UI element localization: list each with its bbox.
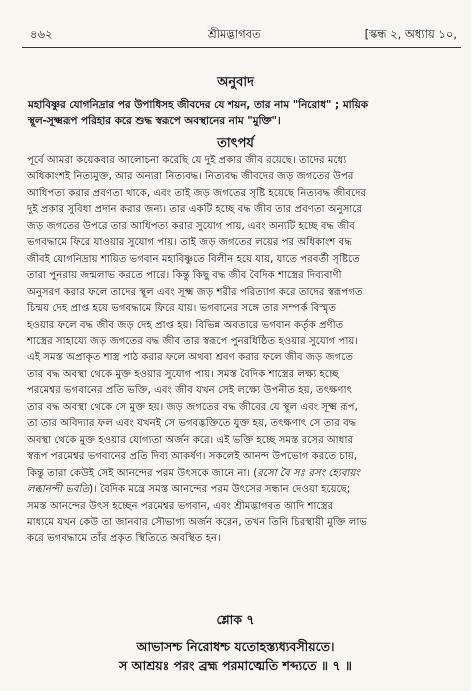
verse-text: আভাসশ্চ নিরোধশ্চ যতোহস্ত্যধ্যবসীয়তে। স আশ্রয়ঃ পরং ব্রহ্ম পরমাত্মেতি শব্দ্যতে ॥ ৭ ॥ (119, 639, 352, 673)
translation-text: মহাবিষ্ণুর যোগনিদ্রার পর উপাধিসহ জীবদের যে শয়ন, তার নাম "নিরোধ" ; মায়িক স্থূল-সূক্ষ্মরূপ পরিহার করে শুদ্ধ স্বরূপে অবস্থানের নাম "মুক্তি"। (28, 99, 368, 127)
purport-text (27, 153, 459, 548)
purport-sanskrit-quote: রসো বৈ সঃ রসং হ্যেবায়ং লব্ধানন্দী ভবতি (27, 467, 360, 496)
purport-main: পূর্বে আমরা কয়েকবার আলোচনা করেছি যে দুই প্রকার জীব রয়েছে। তাদের মধ্যে অধিকাংশই নিত্যমুক্ত, আর অন্যরা নিত্যবদ্ধ। নিত্যবদ্ধ জীবদের জড় জগতের উপর আধিপত্য করার প্রবণতা থাকে, এবং তাই জড় জগতের সৃষ্টি হয়েছে নিত্যবদ্ধ জীবদের দুই প্রকার সুবিধা প্রদান করার জন্য। তার একটি হচ্ছে বদ্ধ জীব তার প্রবণতা অনুসারে জড় জগতের উপরে তার আধিপত্য করার সুযোগ পায়, এবং অন্যটি হচ্ছে বদ্ধ জীব ভগবদ্ধামে ফিরে যাওয়ার সুযোগ পায়। তাই জড় জগতের লয়ের পর অধিকাংশ বদ্ধ জীবই যোগনিদ্রায় শায়িত ভগবান মহাবিষ্ণুতে বিলীন হয়ে যায়, যাতে পরবর্তী সৃষ্টিতে তারা পুনরায় জন্মলাভ করতে পারে। কিন্তু কিছু বদ্ধ জীব বৈদিক শাস্ত্রের দিব্যবাণী অনুসরণ করার ফলে তাদের স্থূল এবং সূক্ষ্ম জড় শরীর পরিত্যাগ করে তাদের স্বরূপগত চিন্ময় দেহ প্রাপ্ত হয়ে ভগবদ্ধামে ফিরে যায়। ভগবানের সঙ্গে তার সম্পর্ক বিস্মৃত হওয়ার ফলে বদ্ধ জীব জড় দেহ প্রাপ্ত হয়। বিভিন্ন অবতারে ভগবান কর্তৃক প্রণীত শাস্ত্রের সাহায্যে জড় জগতের বদ্ধ জীব তার স্বরূপে পুনরধিষ্ঠিত হওয়ার সুযোগ পায়। এই সমস্ত অপ্রাকৃত শাস্ত্র পাঠ করার ফলে অথবা শ্রবণ করার ফলে জীব জড় জগতে তার বদ্ধ অবস্থা থেকে মুক্ত হওয়ার সুযোগ পায়। সমস্ত বৈদিক শাস্ত্রের লক্ষ্য হচ্ছে পরমেশ্বর ভগবানের প্রতি ভক্তি, এবং জীব যখন সেই লক্ষ্যে উপনীত হয়, তৎক্ষণাৎ তার বদ্ধ অবস্থা থেকে সে মুক্ত হয়। জড় জগতের বদ্ধ জীবের যে স্থূল এবং সূক্ষ্ম রূপ, তা তার অবিদ্যার ফল এবং যখনই সে ভগবদ্ভক্তিতে যুক্ত হয়, তৎক্ষণাৎ সে তার বদ্ধ অবস্থা থেকে মুক্ত হওয়ার যোগ্যতা অর্জন করে। এই ভক্তি হচ্ছে সমস্ত রসের আধার স্বরূপ পরমেশ্বর ভগবানের প্রতি দিব্য আকর্ষণ। সকলেই আনন্দ উপভোগ করতে চায়, কিন্তু তারা কেউই সেই আনন্দের পরম উৎসকে জানে না। ( (27, 155, 367, 479)
translation-heading: অনুবাদ (217, 75, 254, 90)
book-title: শ্রীমদ্ভাগবত (208, 27, 261, 41)
page-header (18, 26, 457, 44)
purport-heading: তাৎপর্য (217, 136, 254, 151)
verse-heading: শ্লোক ৭ (216, 612, 255, 627)
purport-conclusion: )। বৈদিক মন্ত্রে সমস্ত আনন্দের পরম উৎসের সন্ধান দেওয়া হয়েছে; সমস্ত আনন্দের উৎস হচ্ছেন পরমেশ্বর ভগবান, এবং শ্রীমদ্ভাগবত আদি শাস্ত্রের মাধ্যমে যখন কেউ তা জানবার সৌভাগ্য অর্জন করেন, তখন তিনি চিরস্থায়ী মুক্তি লাভ করে ভগবদ্ধামে তাঁর প্রকৃত স্থিতিতে অবস্থিত হন। (27, 484, 368, 545)
chapter-reference: [স্কন্ধ ২, অধ্যায় ১০, (364, 27, 457, 41)
header-divider (22, 47, 461, 48)
page-number: ৪৬২ (30, 27, 53, 41)
